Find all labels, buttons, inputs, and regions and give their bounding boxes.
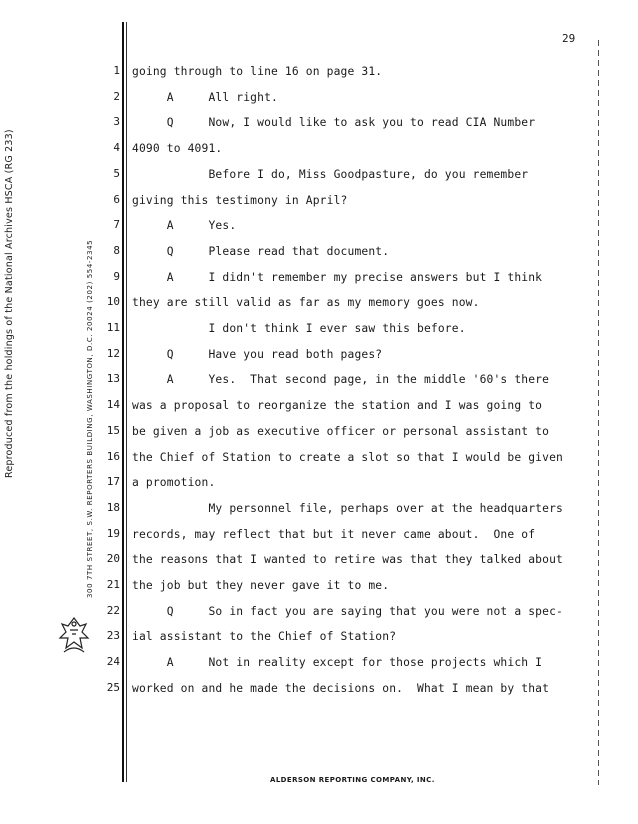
transcript-line: Before I do, Miss Goodpasture, do you remember [132,167,529,181]
transcript-line: worked on and he made the decisions on. What I mean by that [132,681,550,695]
line-number: 9 [113,269,120,283]
line-number: 25 [106,680,120,694]
line-number: 15 [106,423,120,437]
line-number: 17 [106,475,120,489]
transcript-line: Q Have you read both pages? [132,347,383,361]
transcript-line: a promotion. [132,476,216,490]
archive-stamp: Reproduced from the holdings of the National Archives HSCA (RG 233) [4,129,15,478]
transcript-line: Q So in fact you are saying that you were not a spec- [132,604,563,618]
line-number: 7 [113,218,120,232]
line-number: 21 [106,578,120,591]
transcript-line: going through to line 16 on page 31. [132,65,383,78]
transcript-line: A All right. [132,90,278,104]
line-number: 23 [106,629,120,643]
transcript-line: they are still valid as far as my memory goes now. [132,296,480,310]
left-margin-rule-inner [126,22,127,782]
line-number: 24 [106,655,120,669]
left-margin-rule [122,22,124,782]
transcript-line: be given a job as executive officer or personal assistant to [132,424,550,438]
reporting-address: 300 7TH STREET, S.W. REPORTERS BUILDING, WASHINGTON, D.C. 20024 (202) 554-2345 [86,239,94,598]
line-number: 2 [113,89,120,103]
line-number: 5 [113,166,120,180]
line-number: 14 [106,398,120,412]
transcript-line: I don't think I ever saw this before. [132,322,466,335]
footer-company: ALDERSON REPORTING COMPANY, INC. [270,776,435,784]
transcript-line: the job but they never gave it to me. [132,579,390,592]
seal-icon [54,614,94,658]
line-number: 19 [106,526,120,540]
right-margin-rule [598,40,599,785]
line-number: 13 [106,372,120,386]
transcript-line: the Chief of Station to create a slot so that I would be given [132,450,563,464]
transcript-line: ial assistant to the Chief of Station? [132,630,397,644]
transcript-line: A Yes. [132,219,237,233]
line-number: 20 [106,552,120,566]
transcript-line: records, may reflect that but it never came about. One of [132,527,536,541]
line-number: 3 [113,115,120,129]
line-number: 11 [106,321,120,334]
transcript-line: Q Please read that document. [132,244,390,258]
transcript-line: the reasons that I wanted to retire was that they talked about [132,553,563,567]
transcript-line: 4090 to 4091. [132,142,223,156]
line-number: 4 [113,141,120,155]
page-number: 29 [562,32,576,45]
transcript-line: A I didn't remember my precise answers but I think [132,270,543,284]
transcript-line: A Yes. That second page, in the middle '60's there [132,373,550,387]
line-number: 10 [106,295,120,309]
transcript-line: was a proposal to reorganize the station and I was going to [132,399,543,413]
line-number: 12 [106,346,120,360]
transcript-line: My personnel file, perhaps over at the headquarters [132,501,563,515]
transcript-line: giving this testimony in April? [132,193,348,207]
line-number: 16 [106,449,120,463]
line-number: 1 [113,64,120,77]
line-number: 22 [106,603,120,617]
line-number: 8 [113,243,120,257]
transcript-line: A Not in reality except for those projects which I [132,656,543,670]
line-number: 18 [106,500,120,514]
line-number: 6 [113,192,120,206]
transcript-line: Q Now, I would like to ask you to read CIA Number [132,116,536,130]
